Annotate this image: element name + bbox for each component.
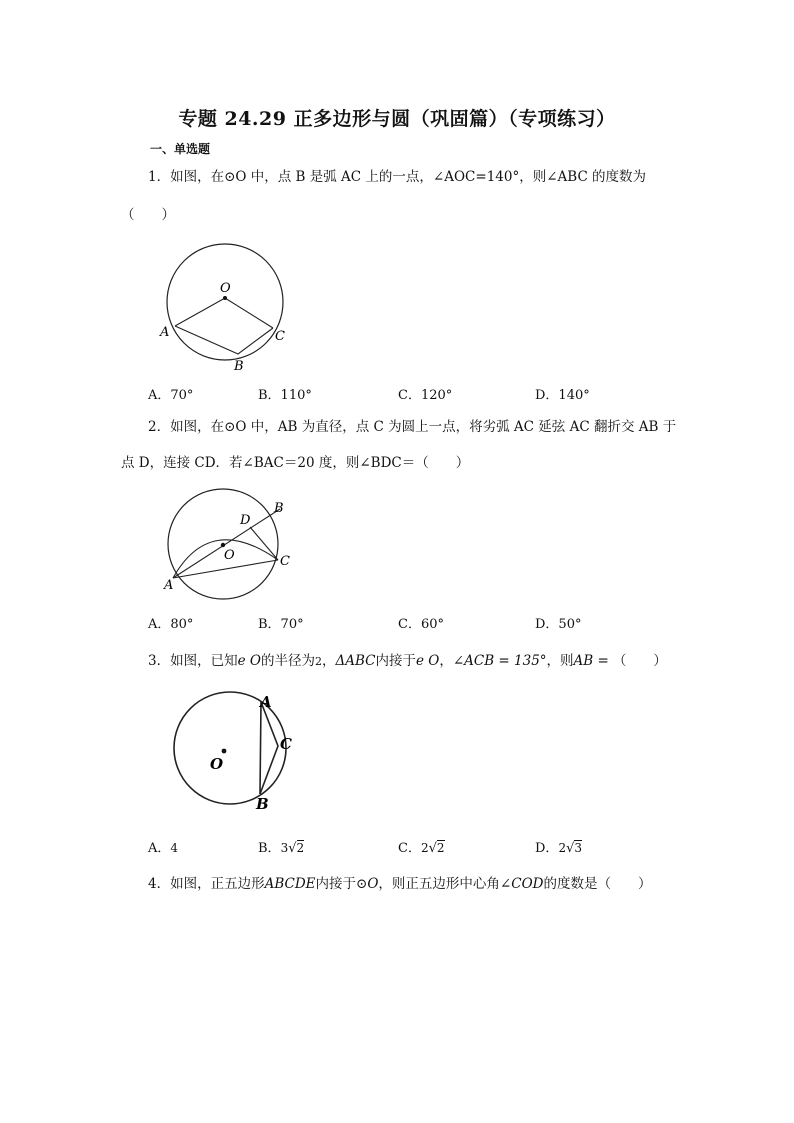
q2-option-a: A．80° <box>148 617 194 632</box>
q4-angle-cod: COD <box>511 876 544 892</box>
q1-option-a: A．70° <box>148 388 194 403</box>
q2-option-d: D．50° <box>535 617 582 632</box>
q2-label-b: B <box>274 501 284 516</box>
q4-stem <box>148 872 651 892</box>
q3-option-d-coef: 2 <box>558 841 567 855</box>
q3-circle-symbol-2: e O <box>415 653 440 669</box>
q3-option-d-prefix: D． <box>535 841 559 856</box>
q2-option-c: C．60° <box>398 617 444 632</box>
q3-triangle: ΔABC <box>335 653 376 669</box>
q3-comma2: ， <box>439 653 453 669</box>
q2-stem-line2: 点 D，连接 CD．若∠BAC＝20 度，则∠BDC＝（ ） <box>121 455 470 471</box>
q2-label-a: A <box>164 578 174 593</box>
q3-option-b <box>258 837 304 856</box>
q3-stem-pre: 3．如图，已知 <box>148 653 238 669</box>
q4-stem-end: 的度数是（ ） <box>543 876 652 892</box>
q3-option-c-coef: 2 <box>420 841 429 855</box>
q3-stem <box>148 649 667 669</box>
q3-option-b-coef: 3 <box>280 841 289 855</box>
q3-option-d-radicand: 3 <box>574 841 583 855</box>
q1-label-b: B <box>234 359 244 374</box>
q4-circle-o: O <box>367 876 379 892</box>
q3-circle-symbol: e O <box>237 653 261 669</box>
q1-label-c: C <box>275 329 285 344</box>
q1-label-o: O <box>220 281 231 296</box>
q3-stem-end: （ ） <box>612 653 667 669</box>
q1-option-b: B．110° <box>258 388 312 403</box>
q3-label-o: O <box>210 755 224 773</box>
q3-ab-eq: AB = <box>573 653 609 669</box>
q3-radius-value: 2 <box>314 655 322 668</box>
q2-label-c: C <box>280 554 290 569</box>
q3-stem-text6: 内接于 <box>375 653 416 669</box>
q3-angle: ∠ACB = 135° <box>452 653 547 669</box>
q3-stem-text10: ，则 <box>546 653 574 669</box>
radical-sign: √ <box>428 841 437 856</box>
radical-sign: √ <box>288 841 297 856</box>
q3-option-c-prefix: C． <box>398 841 421 856</box>
q3-option-c-radicand: 2 <box>436 841 445 855</box>
q4-stem-text4: ，则正五边形中心角∠ <box>378 876 512 892</box>
q4-stem-text2: 内接于⊙ <box>315 876 368 892</box>
q1-option-c: C．120° <box>398 388 453 403</box>
radical-sign: √ <box>566 841 575 856</box>
q2-segment-cd <box>250 527 278 560</box>
q3-option-b-radicand: 2 <box>296 841 305 855</box>
q1-option-d: D．140° <box>535 388 590 403</box>
q1-figure <box>150 232 290 374</box>
q2-center-dot <box>221 543 225 547</box>
q3-center-dot <box>222 749 227 754</box>
q3-comma1: ， <box>321 653 336 669</box>
q3-stem-text2: 的半径为 <box>260 653 315 669</box>
q2-label-o: O <box>224 548 235 563</box>
q3-option-a <box>148 837 178 856</box>
section-heading: 一、单选题 <box>150 142 211 156</box>
q3-label-c: C <box>280 735 292 753</box>
q1-center-dot <box>223 296 227 300</box>
q4-pentagon-name: ABCDE <box>264 876 316 892</box>
q2-figure <box>150 482 300 606</box>
q3-figure <box>164 688 304 812</box>
q3-option-d <box>535 837 582 856</box>
q4-stem-pre: 4．如图，正五边形 <box>148 876 265 892</box>
q1-label-a: A <box>160 325 170 340</box>
q3-option-a-value: 4 <box>170 841 179 855</box>
q1-circle <box>167 244 283 360</box>
q2-option-b: B．70° <box>258 617 304 632</box>
q1-radii <box>175 298 273 328</box>
q3-label-a: A <box>260 693 272 711</box>
q3-option-b-prefix: B． <box>258 841 281 856</box>
page-title: 专题 24.29 正多边形与圆（巩固篇）（专项练习） <box>178 108 616 130</box>
q1-stem-line1: 1．如图，在⊙O 中，点 B 是弧 AC 上的一点，∠AOC=140°，则∠ABC 的度数为 <box>148 169 647 185</box>
q3-option-a-prefix: A． <box>148 841 171 856</box>
q1-stem-line2: （ ） <box>121 207 175 223</box>
q3-label-b: B <box>256 795 269 812</box>
q3-option-c <box>398 837 445 856</box>
q2-stem-line1: 2．如图，在⊙O 中，AB 为直径，点 C 为圆上一点，将劣弧 AC 延弦 AC 翻折交 AB 于 <box>148 419 677 435</box>
q2-label-d: D <box>240 513 251 528</box>
q3-chord-ab <box>260 702 261 794</box>
